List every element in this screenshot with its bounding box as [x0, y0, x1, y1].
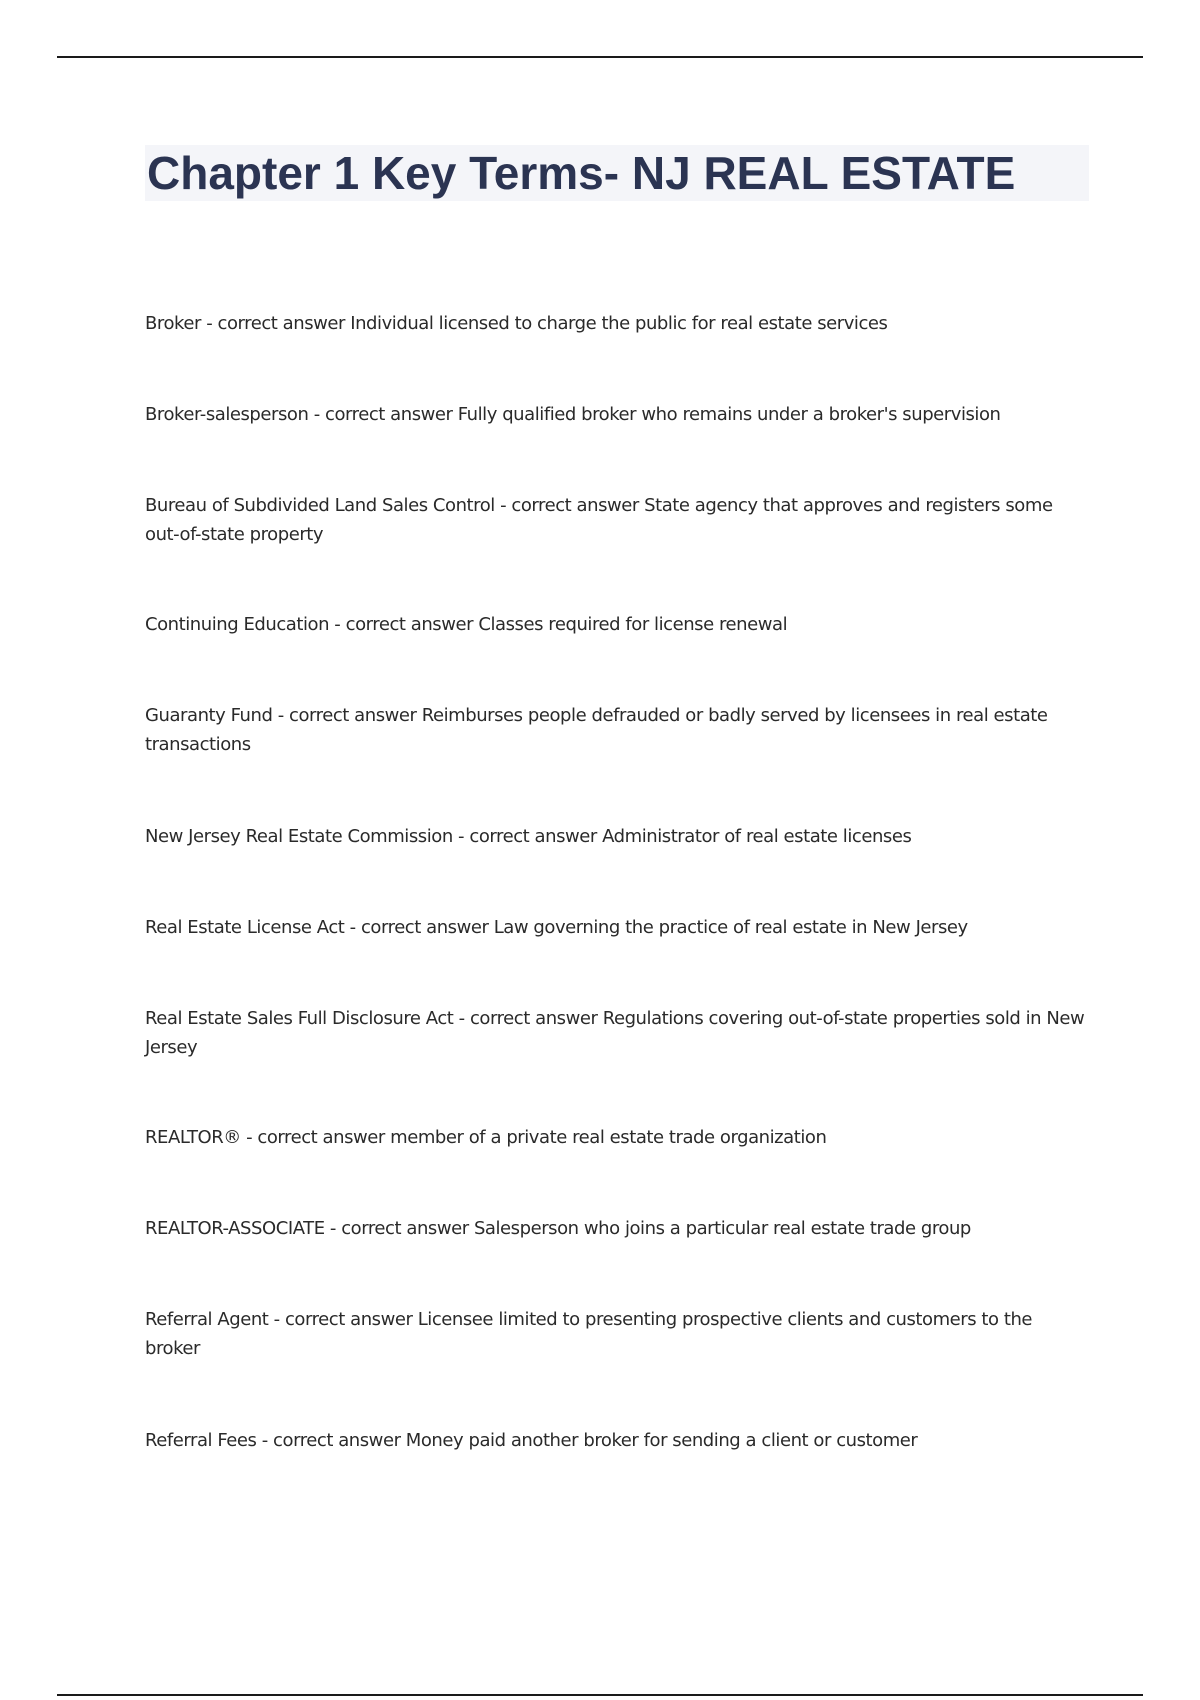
- bottom-rule: [57, 1694, 1143, 1696]
- term-referral-fees: Referral Fees - correct answer Money paid another broker for sending a client or customer: [145, 1430, 918, 1451]
- term-realtor: REALTOR® - correct answer member of a private real estate trade organization: [145, 1127, 827, 1148]
- title-banner: [145, 145, 1089, 201]
- term-bureau-subdivided-land: Bureau of Subdivided Land Sales Control - correct answer State agency that approves and registers some out-of-state property: [145, 495, 1053, 545]
- term-realtor-associate: REALTOR-ASSOCIATE - correct answer Salesperson who joins a particular real estate trade group: [145, 1218, 971, 1239]
- term-continuing-education: Continuing Education - correct answer Classes required for license renewal: [145, 614, 788, 635]
- term-broker: Broker - correct answer Individual licensed to charge the public for real estate services: [145, 313, 888, 334]
- top-rule: [57, 56, 1143, 58]
- term-broker-salesperson: Broker-salesperson - correct answer Fully qualified broker who remains under a broker's supervision: [145, 404, 1001, 425]
- term-full-disclosure-act: Real Estate Sales Full Disclosure Act - correct answer Regulations covering out-of-state properties sold in New Jersey: [145, 1008, 1085, 1058]
- page-title: Chapter 1 Key Terms- NJ REAL ESTATE: [147, 147, 1016, 199]
- term-referral-agent: Referral Agent - correct answer Licensee limited to presenting prospective clients and customers to the broker: [145, 1309, 1033, 1359]
- term-real-estate-license-act: Real Estate License Act - correct answer Law governing the practice of real estate in New Jersey: [145, 917, 968, 938]
- term-guaranty-fund: Guaranty Fund - correct answer Reimburses people defrauded or badly served by licensees in real estate transactions: [145, 705, 1048, 755]
- term-nj-real-estate-commission: New Jersey Real Estate Commission - correct answer Administrator of real estate licenses: [145, 826, 912, 847]
